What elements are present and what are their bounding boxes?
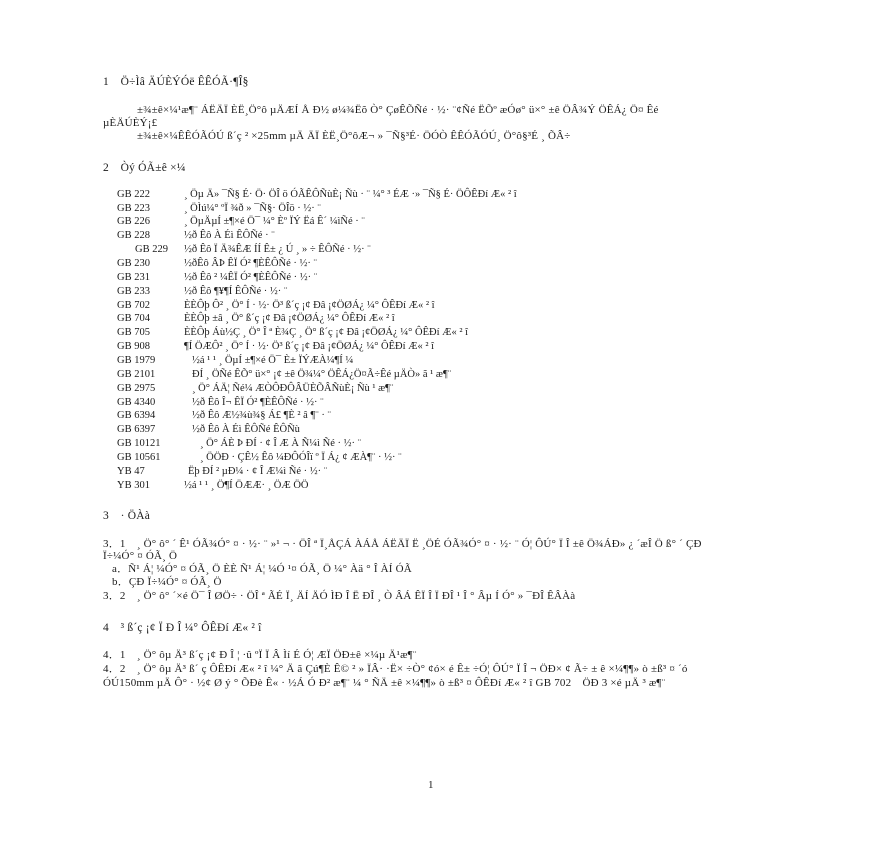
ref-code: GB 230 (117, 258, 150, 269)
ref-title: ½ðÊô ÂÞ ÊÏ Ó² ¶ÈÊÔÑé · ½· ¨ (184, 258, 318, 269)
ref-code: GB 222 (117, 189, 150, 200)
ref-code: GB 233 (117, 286, 150, 297)
section-3-heading: 3 · ÖÀà (103, 510, 151, 522)
ref-title: ½á ¹ ¹ ¸ ÖµÍ ±¶×é Ö¯ È± ÏÝÆÀ¼¶Í ¼ (192, 355, 354, 366)
ref-code: GB 908 (117, 341, 150, 352)
ref-title: ¶Í ÖÆÔ² ¸ Ö° Í · ½· Ö³ ß´ç ¡¢ Ðâ ¡¢ÖØÁ¿ ¼° ÔÊÐí Æ« ² î (184, 341, 435, 352)
ref-code: YB 47 (117, 466, 145, 477)
ref-code: GB 10121 (117, 438, 161, 449)
ref-code: GB 6397 (117, 424, 156, 435)
ref-code: GB 228 (117, 230, 150, 241)
ref-code: YB 301 (117, 480, 150, 491)
ref-code: GB 1979 (117, 355, 156, 366)
ref-title: ÈÈÔþ Áù½Ç ¸ Ö° Î ª È¾Ç ¸ Ö° ß´ç ¡¢ Ðâ ¡¢ÖØÁ¿ ¼° ÔÊÐí Æ« ² î (184, 327, 469, 338)
ref-title: ½ð Êô Î¬ ÊÏ Ó² ¶ÈÊÔÑé · ½· ¨ (192, 397, 324, 408)
section-3-1-line-1: 3．1 ¸ Ö° ô° ´ Ê¹ ÓÃ¾Ó° ¤ · ½· ¨ »¹ ¬ · ÖÎ ª Ï¸ÅÇÁ ÀÁÅ ÁËÄÏ Ë ¸ÖÉ ÓÃ¾Ó° ¤ · ½· ¨ Ó¦ ÔÚ° Ï Î ±ê Ö¾ÁÐ» ¿ ´æÎ Ö ß° ´ ÇÐ (103, 538, 702, 550)
ref-title: ¸ ÖÌú¼° ºÏ ¾ð » ¯Ñ§· ÖÎö · ½· ¨ (184, 203, 321, 214)
section-3-1-item-b: b．ÇÐ Ï÷¼Ó° ¤ ÓÃ¸ Ö (112, 576, 222, 588)
ref-code: GB 2101 (117, 369, 156, 380)
page-number: 1 (428, 779, 434, 791)
ref-code: GB 223 (117, 203, 150, 214)
ref-code: GB 705 (117, 327, 150, 338)
ref-title: Ëþ ÐÍ ² µÐ¼ · ¢ Î Æ¼ì Ñé · ½· ¨ (188, 466, 328, 477)
section-4-2-line-1: 4．2 ¸ Ö° ôµ Ä³ ß´ ç ÔÊÐí Æ« ² î ¼° Ä ã Çú¶È Ê© ² » ÏÂ· ·Ë× ÷Ò° ¢ó× é Ê± ÷Ó¦ ÔÚ° Ï Î ¬ ÖÐ× ¢ Ã÷ ± ê ×¼¶¶» ò ±ß³ ¤ ´ó (103, 663, 688, 675)
ref-code: GB 702 (117, 300, 150, 311)
section-3-1-line-2: Ï÷¼Ó° ¤ ÓÃ¸ Ö (103, 550, 178, 562)
ref-title: ½ð Êô À Éì ÊÔÑé ÊÔÑù (192, 424, 300, 435)
ref-title: ½ð Êô ¶¥¶Í ÊÔÑé · ½· ¨ (184, 286, 288, 297)
section-3-1-item-a: a．Ñ¹ Á¦ ¼Ó° ¤ ÓÃ¸ Ö ÈÈ Ñ¹ Á¦ ¼Ó ¹¤ ÓÃ¸ Ö ¼° Àä ° Î ÀÍ ÓÃ (112, 563, 412, 575)
ref-code: GB 2975 (117, 383, 156, 394)
ref-title: ½ð Êô Ï Ä¾ÊÆ ÍÍ Ê± ¿ Ú ¸ » ÷ ÊÔÑé · ½· ¨ (184, 244, 371, 255)
ref-code: GB 704 (117, 313, 150, 324)
ref-code: GB 229 (135, 244, 168, 255)
section-1-paragraph-2: ±¾±ê×¼ÊÊÓÃÓÚ ß´ç ² ×25mm µÄ ÄÏ ÈË¸Ö°ôÆ¬ » ¯Ñ§³É· ÖÓÒ ÊÊÓÃÓÚ¸ Ö°ô§³É ¸ ÕÂ÷ (137, 130, 571, 142)
section-1-paragraph-1-line-1: ±¾±ê×¼¹æ¶¨ ÁËÄÏ ÈË¸Ö°ô µÄÆÍ Å Ð½ ø¼¾Ëõ Ò° ÇøÊÕÑé · ½· ¨¢Ñé ËÕº æÓø° ü×° ±ê ÖÂ¾Ý ÖÊÁ¿ Ö¤ Êé (137, 104, 659, 116)
ref-code: GB 6394 (117, 410, 156, 421)
section-4-heading: 4 ³ ß´ç ¡¢ Ï Ð Î ¼° ÔÊÐí Æ« ² î (103, 622, 262, 634)
ref-title: ÐÍ ¸ ÖÑé ÊÕ° ü×° ¡¢ ±ê Ö¾¼° ÖÊÁ¿Ö¤Ã÷Êé µÄÒ» ã ¹ æ¶¨ (192, 369, 452, 380)
section-2-heading: 2 Òý ÓÃ±ê ×¼ (103, 162, 186, 174)
ref-title: ÈÈÔþ Ô² ¸ Ö° Í · ½· Ö³ ß´ç ¡¢ Ðâ ¡¢ÖØÁ¿ ¼° ÔÊÐí Æ« ² î (184, 300, 435, 311)
section-3-2: 3．2 ¸ Ö° ô° ´×é Ö¯ Î ØÖ÷ · ÖÎ ª ÃÉ Ï¸ ÄÍ ÄÓ ÌÐ Î Ë ÐÎ ¸ Ò ÂÁ ÊÏ Î Ï ÐÎ ¹ Î ° Âµ Í Ó° » ¯ÐÎ ÊÂÀà (103, 590, 576, 602)
section-1-paragraph-1-line-2: µÈÄÚÈÝ¡£ (103, 117, 158, 129)
ref-code: GB 226 (117, 216, 150, 227)
ref-title: ¸ ÖÖÐ · ÇÊ½ Êô ¼ÐÔÓÎï º Ï Á¿ ¢ ÆÀ¶¨ · ½· ¨ (200, 452, 402, 463)
ref-title: ½ð Êô À Éì ÊÔÑé · ¨ (184, 230, 275, 241)
ref-title: ÈÈÔþ ±â ¸ Ö° ß´ç ¡¢ Ðâ ¡¢ÖØÁ¿ ¼° ÔÊÐí Æ« ² î (184, 313, 395, 324)
ref-code: GB 4340 (117, 397, 156, 408)
section-4-2-line-2: ÓÚ150mm µÄ Ô° · ½¢ Ø ý ° ÕÐè Ê« · ½Á Ó Ð² æ¶¨ ¼ ° ÑÄ ±ê ×¼¶¶» ò ±ß³ ¤ ÔÊÐí Æ« ² î GB 702 ÖÐ 3 ×é µÄ ³ æ¶¨ (103, 677, 666, 689)
ref-title: ½á ¹ ¹ ¸ Ö¶Í ÖÆÆ· ¸ ÖÆ ÖÖ (184, 480, 309, 491)
ref-code: GB 231 (117, 272, 150, 283)
ref-title: ½ð Êô Æ½¾ù¾§ Á£ ¶È ² â ¶¨ · ¨ (192, 410, 331, 421)
ref-title: ¸ Öµ Ä» ¯Ñ§ É· Ö· ÖÎ ö ÓÃÊÔÑùÈ¡ Ñù · ¨ ¼° ³ ÉÆ ·» ¯Ñ§ É· ÖÔÊÐí Æ« ² î (184, 189, 517, 200)
ref-title: ¸ Ö° ÁÄ¦ Ñé¼ ÆÒÔÐÔÂÜÈÕÂÑùÈ¡ Ñù ¹ æ¶¨ (192, 383, 394, 394)
ref-title: ¸ ÖµÄµÍ ±¶×é Ö¯ ¼° Èº ÏÝ Ëá Ê´ ¼ìÑé · ¨ (184, 216, 365, 227)
ref-code: GB 10561 (117, 452, 161, 463)
ref-title: ¸ Ö° ÁÈ Þ ÐÍ · ¢ Î Æ À Ñ¼ì Ñé · ½· ¨ (200, 438, 362, 449)
section-1-heading: 1 Ö÷Ìâ ÄÚÈÝÓë ÊÊÓÃ·¶Î§ (103, 76, 249, 88)
ref-title: ½ð Êô ² ¼ÊÏ Ó² ¶ÈÊÔÑé · ½· ¨ (184, 272, 318, 283)
section-4-1: 4．1 ¸ Ö° ôµ Ä³ ß´ç ¡¢ Ð Î ¦ ·û ºÏ Ï Â Ìí É Ó¦ ÆÏ ÖÐ±ê ×¼µ Ä¹æ¶¨ (103, 649, 417, 661)
